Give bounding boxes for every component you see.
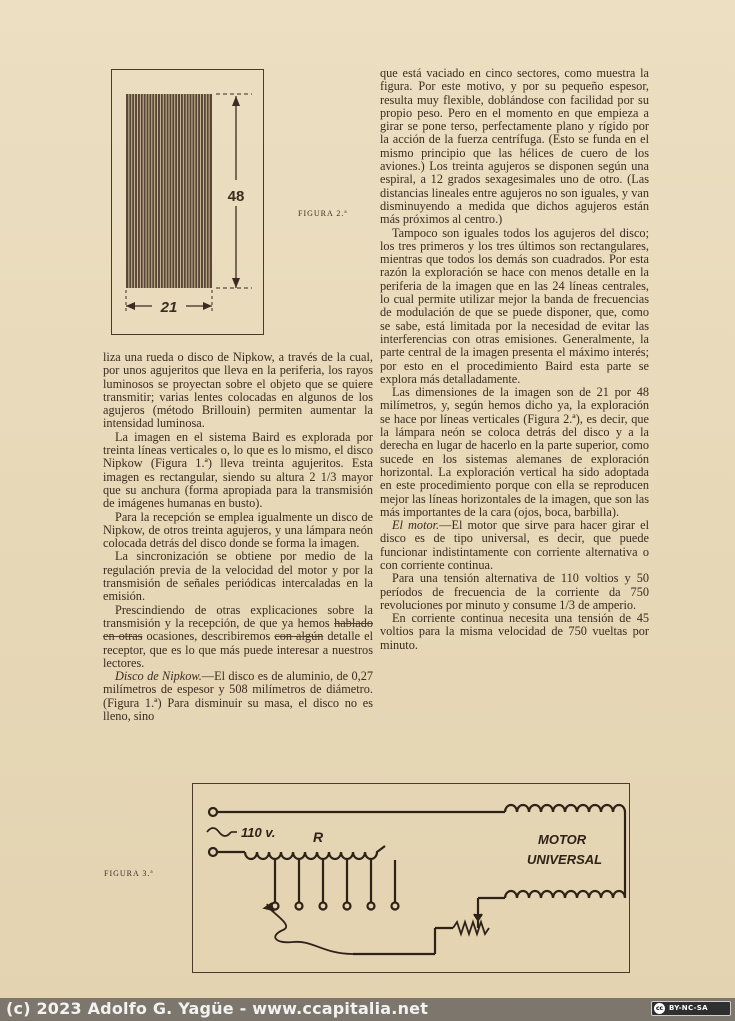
copyright-footer	[0, 998, 735, 1021]
width-label: 21	[160, 299, 178, 316]
resistor-taps	[272, 860, 399, 910]
figure-3-caption: FIGURA 3.ª	[104, 869, 154, 878]
tap-contact-4	[344, 903, 351, 910]
license-badge[interactable]	[651, 1001, 731, 1016]
struck-text-2: con algún	[274, 629, 324, 644]
license-text: BY-NC-SA	[669, 1004, 708, 1012]
tap-contact-6	[392, 903, 399, 910]
resistor-label: R	[313, 829, 324, 845]
motor-type-label: UNIVERSAL	[527, 852, 603, 867]
scan-lines	[126, 94, 212, 288]
motor-label: MOTOR	[538, 832, 587, 847]
variable-resistor-coil	[245, 846, 385, 859]
tap-contact-2	[296, 903, 303, 910]
ac-source-icon	[207, 828, 231, 836]
right-paragraph-4: El motor.—El motor que sirve para hacer girar el disco es de tipo universal, es decir, que puede funcionar indistintamente con corriente alternativa o con corriente continua.	[380, 518, 650, 572]
copyright-text: (c) 2023 Adolfo G. Yagüe - www.ccapitalia.net	[6, 999, 429, 1018]
voltage-label: 110 v.	[241, 825, 276, 840]
left-column	[103, 351, 373, 723]
left-paragraph-5: Prescindiendo de otras explicaciones sobre la transmisión y la recepción, de que ya hemos hablado en otras ocasiones, describiremos con algún detalle el receptor, que es lo que más puede interesar a nuestros lectores.	[103, 602, 373, 670]
tap-contact-5	[368, 903, 375, 910]
arrow-down-icon	[232, 278, 240, 288]
left-paragraph-2: La imagen en el sistema Baird es explorada por treinta líneas verticales o, lo que es lo mismo, el disco Nipkow (Figura 1.ª) lleva treinta agujeritos. Esta imagen es rectangular, siendo su altura 2 1/3 mayor que su anchura (forma apropiada para la transmisión de imágenes humanas en busto).	[103, 429, 373, 511]
figure-2-frame	[111, 69, 264, 335]
figure-3-frame	[192, 783, 630, 973]
motor-field-coil-bottom	[505, 891, 625, 898]
cc-icon: cc	[655, 1005, 664, 1012]
height-label: 48	[227, 188, 245, 205]
right-paragraph-3: Las dimensiones de la imagen son de 21 por 48 milímetros, y, según hemos dicho ya, la exploración se hace por líneas verticales (Figura 2.ª), es decir, que la lámpara neón se coloca detrás del disco y a la derecha en lugar de hacerlo en la parte superior, como sucede en los sistemas alemanes de exploración horizontal. La exploración vertical ha sido adoptada en este procedimiento porque con ella se reproducen mejor las líneas horizontales de la imagen, que son las más importantes de la cara (ojos, boca, barbilla).	[380, 385, 649, 519]
section-heading-motor: El motor.	[392, 518, 440, 533]
figure-2-caption: FIGURA 2.ª	[298, 209, 348, 218]
left-paragraph-1: liza una rueda o disco de Nipkow, a través de la cual, por unos agujeritos que lleva en la periferia, los rayos luminosos se proyectan sobre el objeto que se quiere transmitir; varias lentes colocadas en algunos de los agujeros (método Brillouin) permiten aumentar la intensidad luminosa.	[103, 350, 373, 431]
right-paragraph-2: Tampoco son iguales todos los agujeros del disco; los tres primeros y los tres últimos son rectangulares, mientras que todos los demás son cuadrados. Por esta razón la exploración se hace con menos detalle en la periferia de la imagen que en las 24 líneas centrales, lo cual permite utilizar mejor la banda de frecuencias de modulación de que se puede disponer, que, como se sabe, está limitada por la necesidad de evitar las interferencias con otras emisiones. Generalmente, la parte central de la imagen presenta el máximo interés; por esto en el procedimiento Baird esta parte se explora más detalladamente.	[380, 225, 649, 386]
right-paragraph-6: En corriente continua necesita una tensión de 45 voltios para la misma velocidad de 750 vueltas por minuto.	[380, 611, 649, 652]
rheostat-zigzag	[453, 922, 489, 934]
slider-arrow-icon	[265, 904, 273, 910]
arrow-left-icon	[126, 302, 135, 310]
left-paragraph-6: Disco de Nipkow.—El disco es de aluminio, de 0,27 milímetros de espesor y 508 milímetros de diámetro. (Figura 1.ª) Para disminuir su masa, el disco no es lleno, sino	[103, 669, 373, 724]
rheostat-arrow-icon	[474, 914, 482, 920]
right-paragraph-5: Para una tensión alternativa de 110 voltios y 50 períodos de frecuencia de la corriente da 750 revoluciones por minuto y consume 1/3 de amperio.	[380, 571, 649, 612]
figure-2-diagram	[112, 70, 265, 336]
arrow-right-icon	[203, 302, 212, 310]
figure-3-circuit	[193, 784, 631, 974]
struck-text: hablado en otras	[103, 615, 373, 644]
section-heading-disco: Disco de Nipkow.	[115, 669, 202, 684]
terminal-bottom	[209, 848, 217, 856]
motor-field-coil-top	[505, 805, 625, 812]
right-paragraph-1: que está vaciado en cinco sectores, como muestra la figura. Por este motivo, y por su pequeño espesor, resulta muy flexible, doblándose con facilidad por su propio peso. Pero en el momento en que empieza a girar se pone terso, perfectamente plano y rígido por la acción de la fuerza centrífuga. (Esto se funda en el mismo principio que las hélices de cuero de los aviones.) Los treinta agujeros se disponen según una espiral, a 12 grados sexagesimales uno de otro. (Las distancias lineales entre agujeros no son iguales, y van disminuyendo a medida que dichos agujeros están más próximos al centro.)	[380, 66, 649, 227]
left-paragraph-4: La sincronización se obtiene por medio de la regulación previa de la velocidad del motor y por la transmisión de señales periódicas intercaladas en la emisión.	[103, 549, 373, 604]
right-column	[380, 67, 649, 652]
arrow-up-icon	[232, 96, 240, 106]
tap-contact-3	[320, 903, 327, 910]
terminal-top	[209, 808, 217, 816]
left-paragraph-3: Para la recepción se emplea igualmente un disco de Nipkow, de otros treinta agujeros, y una lámpara neón colocada detrás del disco donde se forma la imagen.	[103, 509, 373, 551]
